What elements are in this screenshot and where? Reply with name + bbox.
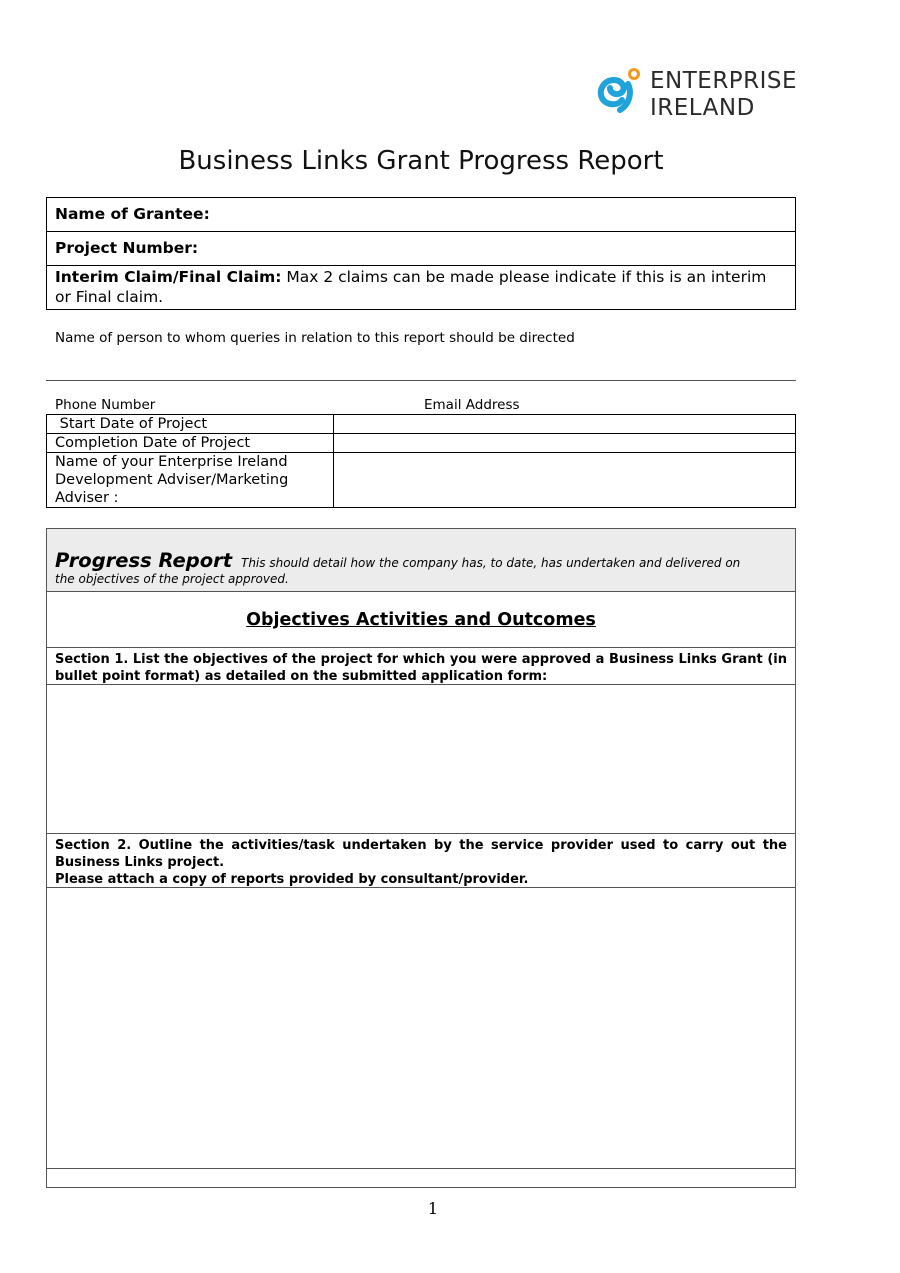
adviser-label: Name of your Enterprise Ireland Development Adviser/Marketing Adviser :: [47, 453, 334, 508]
completion-date-field[interactable]: [334, 434, 796, 453]
grantee-info-box: [46, 197, 796, 310]
section-2-answer-area[interactable]: [47, 888, 795, 1169]
grantee-label: Name of Grantee:: [55, 205, 210, 223]
progress-report-header: [47, 529, 795, 592]
section-2-line-1: Section 2. Outline the activities/task undertaken by the service provider used to carry out the Business Links project.: [55, 838, 787, 870]
adviser-row: [47, 453, 796, 508]
section-2-text: [47, 834, 795, 888]
objectives-title: Objectives Activities and Outcomes: [246, 610, 596, 630]
progress-report-description-line-1: This should detail how the company has, to date, has undertaken and delivered on: [241, 556, 741, 570]
section-1-answer-area[interactable]: [47, 685, 795, 834]
query-contact-field-line[interactable]: [46, 380, 796, 381]
section-1-header: [47, 648, 795, 685]
logo-line-2: IRELAND: [650, 95, 755, 121]
claim-type-instructions: Max 2 claims can be made please indicate if this is an interim or Final claim.: [55, 268, 767, 306]
start-date-field[interactable]: [334, 415, 796, 434]
logo-text: [650, 68, 797, 122]
adviser-field[interactable]: [334, 453, 796, 508]
grantee-row[interactable]: [47, 198, 795, 232]
enterprise-ireland-logo-mark-icon: [592, 68, 644, 120]
query-contact-label: Name of person to whom queries in relation to this report should be directed: [55, 330, 575, 346]
logo-line-1: ENTERPRISE: [650, 68, 798, 94]
completion-date-row: [47, 434, 796, 453]
document-title: Business Links Grant Progress Report: [178, 146, 664, 176]
section-2-line-2: Please attach a copy of reports provided by consultant/provider.: [55, 872, 529, 887]
start-date-row: [47, 415, 796, 434]
project-number-row[interactable]: [47, 232, 795, 266]
enterprise-ireland-logo: [592, 66, 802, 126]
claim-type-row[interactable]: [47, 266, 795, 309]
project-number-label: Project Number:: [55, 239, 199, 257]
section-2-header: [47, 834, 795, 888]
progress-report-description-line-2: the objectives of the project approved.: [55, 572, 289, 586]
claim-type-label: Interim Claim/Final Claim:: [55, 268, 282, 286]
phone-number-label: Phone Number: [55, 397, 156, 413]
completion-date-label: Completion Date of Project: [47, 434, 334, 453]
project-dates-table: [46, 414, 796, 508]
objectives-header-row: [47, 592, 795, 648]
progress-report-title: Progress Report: [55, 549, 233, 572]
section-1-text: Section 1. List the objectives of the project for which you were approved a Business Links Grant (in bullet point format) as detailed on the submitted application form:: [55, 652, 787, 684]
email-address-label: Email Address: [424, 397, 520, 413]
page-number: 1: [427, 1199, 439, 1218]
progress-report-box: [46, 528, 796, 1188]
start-date-label: Start Date of Project: [47, 415, 334, 434]
